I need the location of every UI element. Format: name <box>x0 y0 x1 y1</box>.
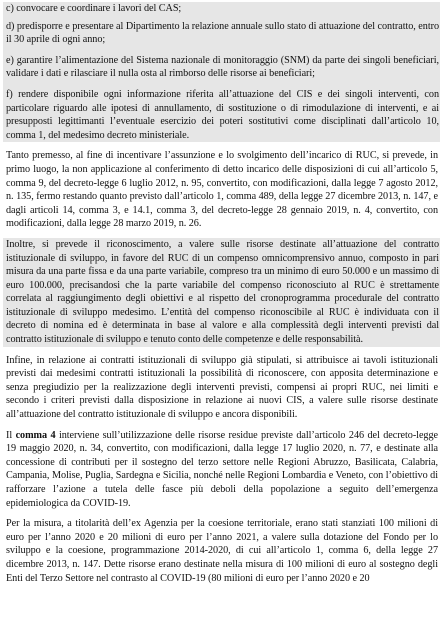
infine-block <box>5 354 439 586</box>
list-item-d: d) predisporre e presentare al Dipartimento la relazione annuale sullo stato di attuazione del contratto, entro il 30 aprile di ogni anno; <box>6 20 439 46</box>
list-item-c: c) convocare e coordinare i lavori del CAS; <box>6 3 182 14</box>
paragraph-comma-4 <box>6 429 438 511</box>
list-item-f: f) rendere disponibile ogni informazione riferita all’attuazione del CIS e dei singoli interventi, con particolare riguardo alle ipotesi di annullamento, di sostituzione o di rimodulazione di interventi, e ai presupposti legittimanti l’eventuale esercizio dei poteri sostitutivi come disciplinati dall’articolo 10, comma 1, del medesimo decreto ministeriale. <box>6 88 439 141</box>
list-item-e: e) garantire l’alimentazione del Sistema nazionale di monitoraggio (SNM) da parte dei singoli beneficiari, validare i dati e rilasciare il nulla osta al rimborso delle risorse ai beneficiari; <box>6 54 439 80</box>
comma-4-text: interviene sull’utilizzazione delle risorse residue previste dall’articolo 246 del decreto-legge 19 maggio 2020, n. 34, convertito, con modificazioni, dalla legge 17 luglio 2020, n. 77, e destinate alla concessione di contributi per il sostegno del terzo settore nelle Regioni Abruzzo, Basilicata, Calabria, Campania, Molise, Puglia, Sardegna e Sicilia, nonché nelle Regioni Lombardia e Veneto, con l’obiettivo di rafforzare l’azione a tutela delle fasce più deboli della popolazione a seguito dell’emergenza epidemiologica da COVID-19. <box>6 429 438 509</box>
paragraph-tanto-premesso: Tanto premesso, al fine di incentivare l’assunzione e lo svolgimento dell’incarico di RUC, si prevede, in primo luogo, la non applicazione al conferimento di detto incarico delle disposizioni di cui all’articolo 5, comma 9, del decreto-legge 6 luglio 2012, n. 95, convertito, con modificazioni, dalla legge 7 agosto 2012, n. 135, fermo restando quanto previsto dall’articolo 1, comma 489, della legge 27 dicembre 2013, n. 147, e dagli articoli 14, comma 3, e 14.1, comma 3, del decreto-legge 28 gennaio 2019, n. 4, convertito, con modificazioni, dalla legge 28 marzo 2019, n. 26. <box>6 150 438 230</box>
paragraph-inoltre: Inoltre, si prevede il riconoscimento, a valere sulle risorse destinate all’attuazione del contratto istituzionale di sviluppo, in favore del RUC di un compenso omnicomprensivo annuo, composto in pari misura da una parte fissa e da una parte variabile, compreso tra un minimo di euro 50.000 e un massimo di euro 100.000, precisandosi che la parte variabile del compenso riconosciuto al RUC è strettamente correlata al raggiungimento degli obiettivi e al rispetto del cronoprogramma procedurale del contratto istituzionale di sviluppo medesimo. L’entità del compenso riconoscibile al RUC è individuata con il decreto di nomina ed è determinata in base al valore e alla complessità degli interventi previsti dal contratto istituzionale di sviluppo e tenuto conto delle competenze e delle responsabilità. <box>6 238 439 346</box>
duties-list-block <box>3 2 440 142</box>
comma-4-bold-label: comma 4 <box>15 429 56 441</box>
body-text-block <box>5 149 439 231</box>
compenso-block <box>3 238 440 347</box>
paragraph-per-la-misura: Per la misura, a titolarità dell’ex Agenzia per la coesione territoriale, erano stati stanziati 100 milioni di euro per l’anno 2020 e 20 milioni di euro per l’anno 2021, a valere sulla dotazione del Fondo per lo sviluppo e la coesione, programmazione 2014-2020, di cui all’articolo 1, comma 6, della legge 27 dicembre 2013, n. 147. Dette risorse erano destinate nella misura di 100 milioni di euro al sostegno degli Enti del Terzo Settore nel contrasto al COVID-19 (80 milioni di euro per l’anno 2020 e 20 <box>6 518 438 584</box>
paragraph-infine: Infine, in relazione ai contratti istituzionali di sviluppo già stipulati, si attribuisce ai tavoli istituzionali previsti dai medesimi contratti istituzionali la possibilità di riconoscere, con apposita determinazione e senza pregiudizio per la realizzazione degli interventi previsti, compensi ai propri RUC, nei limiti e secondo i criteri previsti dalla disposizione in relazione ai nuovi CIS, a valere sulle risorse destinate all’attuazione del contratto istituzionale di sviluppo e ancora disponibili. <box>6 354 438 421</box>
comma-4-prefix: Il <box>6 429 16 441</box>
